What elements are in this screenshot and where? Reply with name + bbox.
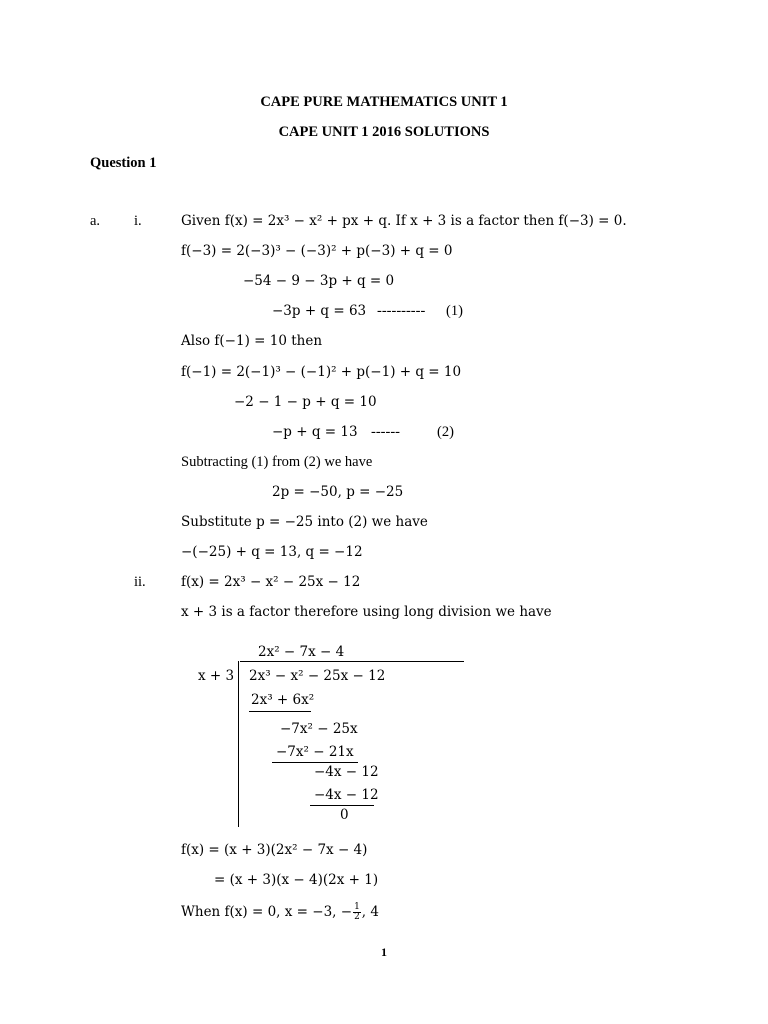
equation-1: −3p + q = 63 <box>272 303 367 319</box>
step-subtract-2: −7x² − 21x <box>276 744 354 760</box>
substitute-statement: Substitute p = −25 into (2) we have <box>181 514 428 530</box>
long-division-intro: x + 3 is a factor therefore using long division we have <box>181 604 552 620</box>
division-bracket <box>238 661 239 827</box>
document-subtitle: CAPE UNIT 1 2016 SOLUTIONS <box>278 124 490 140</box>
equation-2-dashes: ------ <box>371 424 400 440</box>
question-heading: Question 1 <box>90 155 157 171</box>
equation-simplified-1: −54 − 9 − 3p + q = 0 <box>243 273 395 289</box>
dividend: 2x³ − x² − 25x − 12 <box>249 668 386 684</box>
step-remainder-2: −4x − 12 <box>314 764 379 780</box>
equation-1-tag: (1) <box>446 303 463 319</box>
fraction-numerator: 1 <box>354 902 360 912</box>
division-bar <box>240 661 464 662</box>
roots-statement <box>181 903 379 922</box>
equation-1-dashes: ---------- <box>377 303 426 319</box>
fraction-one-half <box>353 903 361 922</box>
factorisation-2: = (x + 3)(x − 4)(2x + 1) <box>214 872 379 888</box>
function-definition: f(x) = 2x³ − x² − 25x − 12 <box>181 574 361 590</box>
factorisation-1: f(x) = (x + 3)(2x² − 7x − 4) <box>181 842 368 858</box>
step-rule-1 <box>249 711 311 712</box>
step-subtract-3: −4x − 12 <box>314 787 379 803</box>
equation-f-minus-3: f(−3) = 2(−3)³ − (−3)² + p(−3) + q = 0 <box>181 243 453 259</box>
divisor: x + 3 <box>198 668 235 684</box>
division-remainder: 0 <box>340 807 349 823</box>
roots-suffix: , 4 <box>361 904 379 920</box>
equation-f-minus-1: f(−1) = 2(−1)³ − (−1)² + p(−1) + q = 10 <box>181 364 462 380</box>
solve-q: −(−25) + q = 13, q = −12 <box>181 544 363 560</box>
subtracting-statement: Subtracting (1) from (2) we have <box>181 454 373 470</box>
step-subtract-1: 2x³ + 6x² <box>251 692 315 708</box>
step-remainder-1: −7x² − 25x <box>280 721 358 737</box>
equation-2: −p + q = 13 <box>272 424 358 440</box>
part-a-label: a. <box>90 213 101 229</box>
page-number: 1 <box>381 945 387 959</box>
equation-simplified-2: −2 − 1 − p + q = 10 <box>234 394 377 410</box>
document-title: CAPE PURE MATHEMATICS UNIT 1 <box>260 94 508 110</box>
part-ii-label: ii. <box>134 574 146 590</box>
quotient: 2x² − 7x − 4 <box>258 644 345 660</box>
also-statement: Also f(−1) = 10 then <box>181 333 323 349</box>
fraction-denominator: 2 <box>354 912 360 922</box>
part-i-label: i. <box>134 213 142 229</box>
solve-p: 2p = −50, p = −25 <box>272 484 404 500</box>
equation-2-tag: (2) <box>437 424 454 440</box>
given-statement: Given f(x) = 2x³ − x² + px + q. If x + 3 is a factor then f(−3) = 0. <box>181 213 627 229</box>
roots-prefix: When f(x) = 0, x = −3, − <box>181 904 353 920</box>
